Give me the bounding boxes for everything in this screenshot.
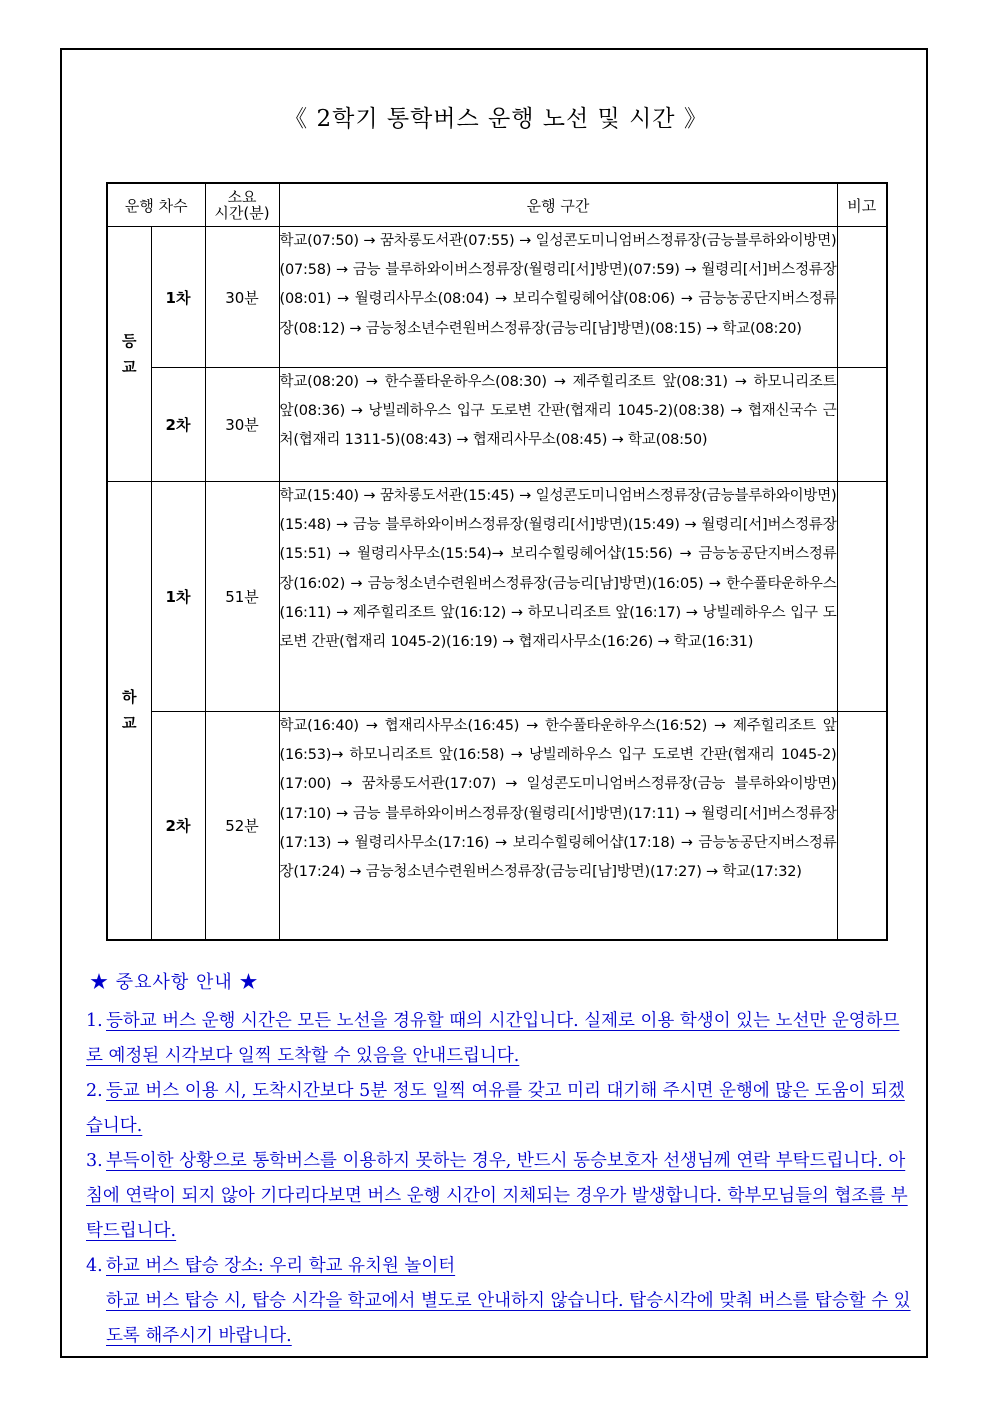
group-label-morning: 등 교 [107,227,151,482]
route-cell: 학교(07:50) → 꿈차롱도서관(07:55) → 일성콘도미니엄버스정류장(금능블루하와이방면)(07:58) → 금능 블루하와이버스정류장(월령리[서]방면)(07:59) → 월령리[서]버스정류장(08:01) → 월령리사무소(08:04) → 보리수힐링헤어샵(08:06) → 금능농공단지버스정류장(08:12) → 금능청소년수련원버스정류장(금능리[남]방면)(08:15) → 학교(08:20) [279,227,837,368]
notice-item-text: 부득이한 상황으로 통학버스를 이용하지 못하는 경우, 반드시 동승보호자 선생님께 연락 부탁드립니다. 아침에 연락이 되지 않아 기다리다보면 버스 운행 시간이 지체되는 경우가 발생합니다. 학부모님들의 협조를 부탁드립니다. [86,1151,908,1241]
notice-item-text: 하교 버스 탑승 장소: 우리 학교 유치원 놀이터 [106,1256,456,1276]
table-row [107,227,887,368]
note-cell [837,712,887,940]
round-cell: 2차 [151,368,205,482]
notice-item-text: 등하교 버스 운행 시간은 모든 노선을 경유할 때의 시간입니다. 실제로 이용 학생이 있는 노선만 운영하므로 예정된 시각보다 일찍 도착할 수 있음을 안내드립니다. [86,1011,900,1066]
table-header-row [107,183,887,227]
notice-item-number: 1. [86,1011,103,1031]
duration-cell: 30분 [205,368,279,482]
notice-item-continuation [86,1284,916,1354]
header-route: 운행 구간 [279,183,837,227]
notice-item-number: 2. [86,1081,103,1101]
notice-item-text: 등교 버스 이용 시, 도착시간보다 5분 정도 일찍 여유를 갖고 미리 대기해 주시면 운행에 많은 도움이 되겠습니다. [86,1081,905,1136]
round-cell: 2차 [151,712,205,940]
notice-item [86,1144,916,1249]
notice-item-number: 4. [86,1256,103,1276]
duration-cell: 51분 [205,482,279,712]
group-label-afternoon: 하 교 [107,482,151,940]
route-cell: 학교(08:20) → 한수풀타운하우스(08:30) → 제주힐리조트 앞(08:31) → 하모니리조트 앞(08:36) → 낭빌레하우스 입구 도로변 간판(협재리 1045-2)(08:38) → 협재신국수 근처(협재리 1311-5)(08:43) → 협재리사무소(08:45) → 학교(08:50) [279,368,837,482]
notice-item [86,1249,916,1284]
notice-item [86,1004,916,1074]
note-cell [837,227,887,368]
route-cell: 학교(16:40) → 협재리사무소(16:45) → 한수풀타운하우스(16:52) → 제주힐리조트 앞(16:53)→ 하모니리조트 앞(16:58) → 낭빌레하우스 입구 도로변 간판(협재리 1045-2)(17:00) → 꿈차롱도서관(17:07) → 일성콘도미니엄버스정류장(금능 블루하와이방면)(17:10) → 금능 블루하와이버스정류장(월령리[서]방면)(17:11) → 월령리[서]버스정류장(17:13) → 월령리사무소(17:16) → 보리수힐링헤어샵(17:18) → 금능농공단지버스정류장(17:24) → 금능청소년수련원버스정류장(금능리[남]방면)(17:27) → 학교(17:32) [279,712,837,940]
header-round: 운행 차수 [107,183,205,227]
header-duration [205,183,279,227]
page-title: 《 2학기 통학버스 운행 노선 및 시간 》 [284,106,708,132]
duration-cell: 52분 [205,712,279,940]
round-cell: 1차 [151,482,205,712]
round-cell: 1차 [151,227,205,368]
notice-item [86,1074,916,1144]
table-row [107,368,887,482]
important-notice [86,968,916,1354]
bus-schedule-table [106,182,888,941]
duration-cell: 30분 [205,227,279,368]
note-cell [837,368,887,482]
header-duration-line2: 시간(분) [214,204,270,222]
notice-item-number: 3. [86,1151,103,1171]
table-row [107,712,887,940]
header-note: 비고 [837,183,887,227]
notice-heading: ★ 중요사항 안내 ★ [90,972,259,993]
route-cell: 학교(15:40) → 꿈차롱도서관(15:45) → 일성콘도미니엄버스정류장(금능블루하와이방면)(15:48) → 금능 블루하와이버스정류장(월령리[서]방면)(15:49) → 월령리[서]버스정류장(15:51) → 월령리사무소(15:54)→ 보리수힐링헤어샵(15:56) → 금능농공단지버스정류장(16:02) → 금능청소년수련원버스정류장(금능리[남]방면)(16:05) → 한수풀타운하우스(16:11) → 제주힐리조트 앞(16:12) → 하모니리조트 앞(16:17) → 낭빌레하우스 입구 도로변 간판(협재리 1045-2)(16:19) → 협재리사무소(16:26) → 학교(16:31) [279,482,837,712]
note-cell [837,482,887,712]
table-row [107,482,887,712]
notice-item-text: 하교 버스 탑승 시, 탑승 시각을 학교에서 별도로 안내하지 않습니다. 탑승시각에 맞춰 버스를 탑승할 수 있도록 해주시기 바랍니다. [106,1291,911,1346]
header-duration-line1: 소요 [227,188,257,206]
